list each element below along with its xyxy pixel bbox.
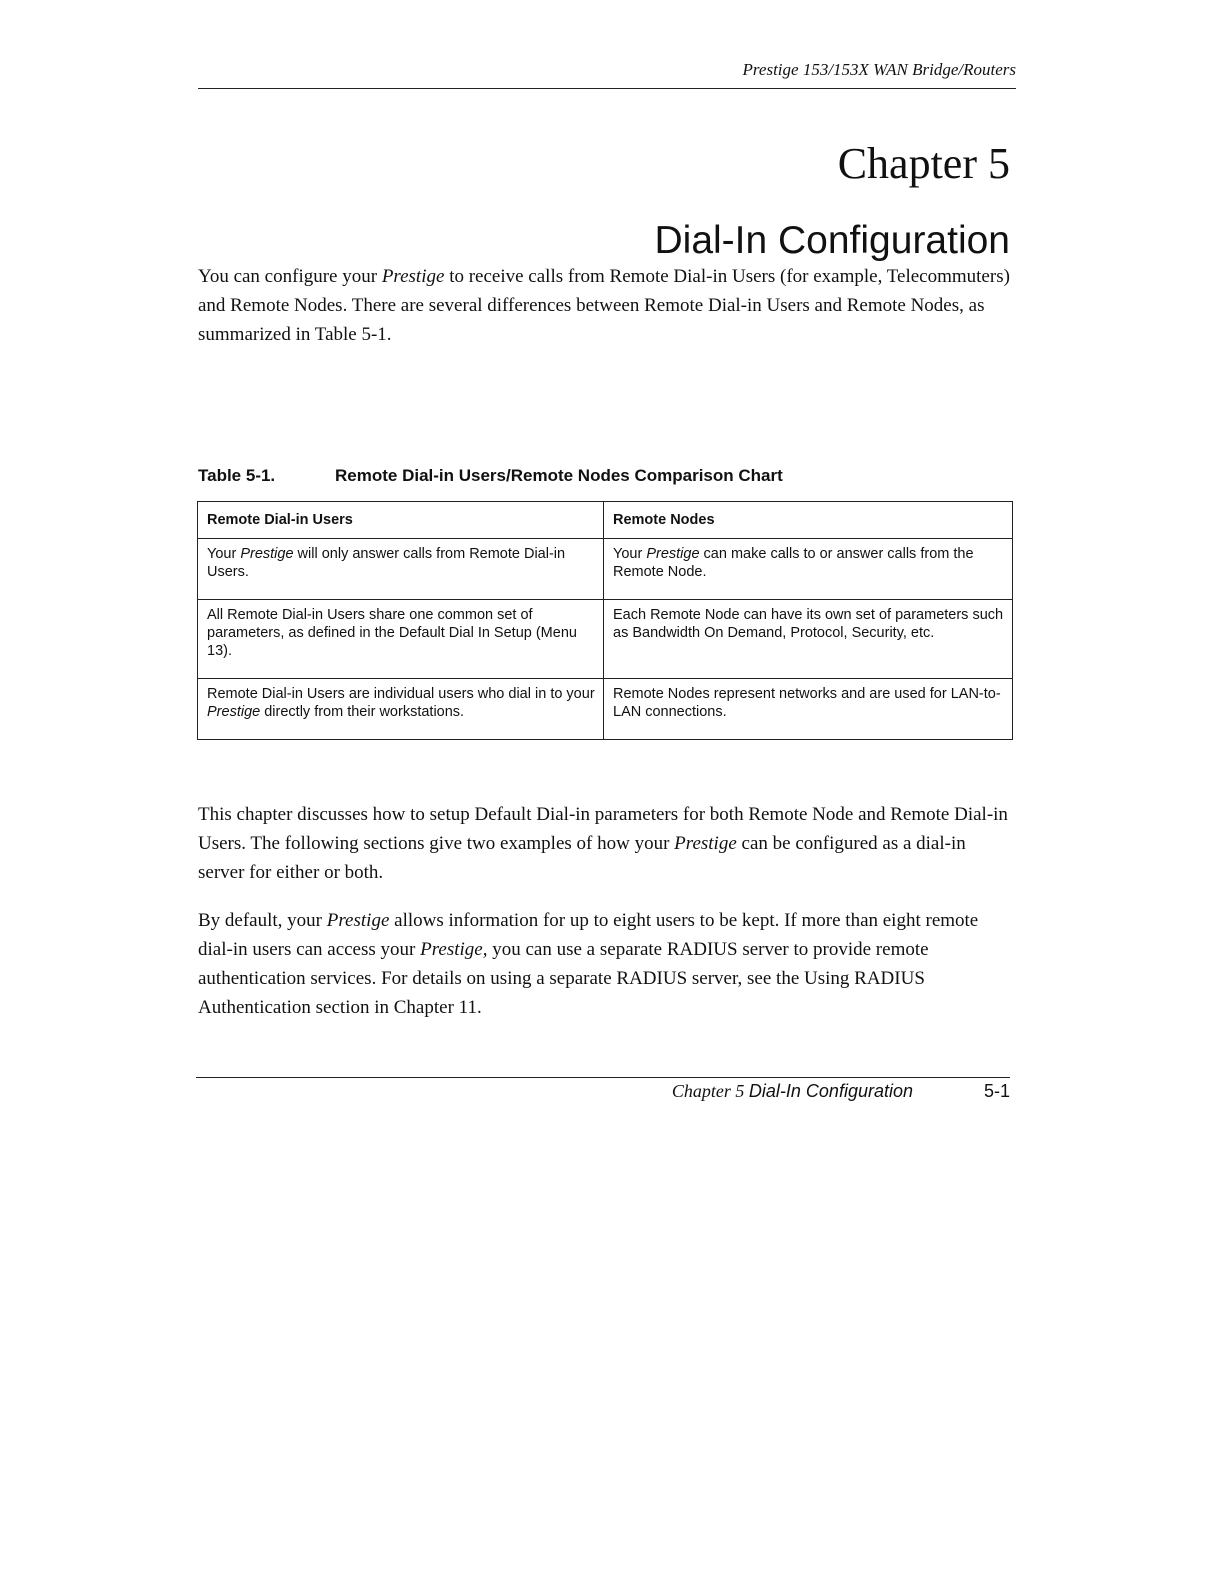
chapter-title: Dial-In Configuration [654,219,1010,262]
product-name: Prestige [207,704,261,720]
body-text: By default, your [198,910,327,931]
cell-text: Your [613,546,647,562]
body-text: you can use a separate RADIUS server to provide remote authentication services. For details on using a separate RADIUS server, see the Using RADIUS Authentication section in Chapter 11. [198,939,929,1018]
comparison-table [197,501,1013,740]
intro-text: You can configure your [198,266,382,287]
cell-text: will only answer calls from Remote Dial-in Users. [207,546,566,580]
cell-text: directly from their workstations. [260,704,465,720]
footer-chapter-title: Dial-In Configuration [748,1081,913,1101]
intro-text: to receive calls from Remote Dial-in Users (for example, Telecommuters) and Remote Nodes. There are several differences between Remote Dial-in Users and Remote Nodes, as summarized in Table 5-1. [198,266,1010,345]
product-name: Prestige [326,910,390,931]
intro-paragraph [198,262,1010,349]
footer-chapter-reference [600,1081,913,1102]
table-header-row [198,502,1013,539]
footer-chapter-number: Chapter 5 [671,1081,749,1101]
cell-text: Your [207,546,241,562]
table-cell [604,539,1013,600]
footer-rule [196,1077,1010,1078]
product-name: Prestige [240,546,294,562]
table-cell [198,539,604,600]
body-text: allows information for up to eight users to be kept. If more than eight remote dial-in users can access your [198,910,979,960]
page-number: 5-1 [983,1081,1010,1101]
table-cell: All Remote Dial-in Users share one common set of parameters, as defined in the Default Dial In Setup (Menu 13). [198,600,604,679]
product-name: Prestige, [420,939,488,960]
body-text: can be configured as a dial-in server for either or both. [198,833,966,883]
product-name: Prestige [674,833,737,854]
product-name: Prestige [646,546,700,562]
cell-text: can make calls to or answer calls from the Remote Node. [613,546,974,580]
table-row [198,539,1013,600]
body-paragraph [198,800,1010,887]
column-header: Remote Nodes [604,502,1013,539]
body-text: This chapter discusses how to setup Default Dial-in parameters for both Remote Node and Remote Dial-in Users. The following sections give two examples of how your [198,804,1008,854]
chapter-label: Chapter 5 [837,139,1010,188]
table-row [198,679,1013,740]
table-caption-number: Table 5-1. [198,466,276,485]
cell-text: Remote Dial-in Users are individual users who dial in to your [207,686,595,702]
table-row [198,600,1013,679]
column-header: Remote Dial-in Users [198,502,604,539]
product-name: Prestige [381,266,445,287]
table-caption [198,466,1010,486]
body-paragraph [198,906,1010,1022]
header-rule [198,88,1016,89]
table-caption-title: Remote Dial-in Users/Remote Nodes Comparison Chart [335,466,783,485]
table-cell [198,679,604,740]
running-header: Prestige 153/153X WAN Bridge/Routers [742,60,1016,79]
table-cell: Remote Nodes represent networks and are used for LAN-to-LAN connections. [604,679,1013,740]
table-cell: Each Remote Node can have its own set of parameters such as Bandwidth On Demand, Protocol, Security, etc. [604,600,1013,679]
